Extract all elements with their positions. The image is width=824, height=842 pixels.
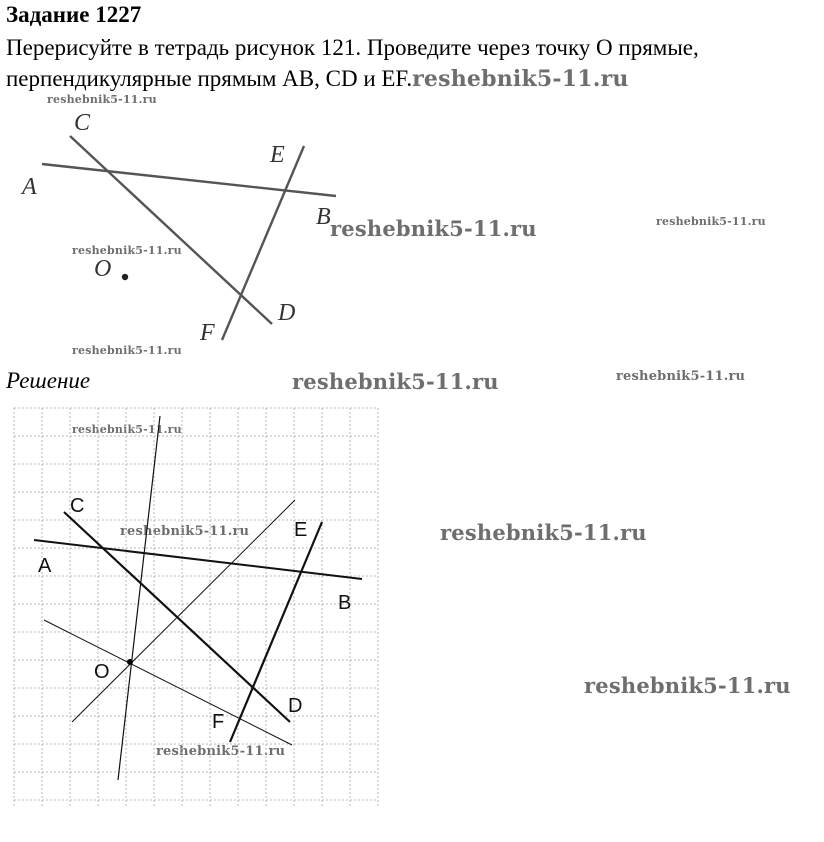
watermark-inline: reshebnik5-11.ru <box>412 66 629 92</box>
point-o-solution <box>127 659 133 665</box>
watermark: reshebnik5-11.ru <box>656 215 766 228</box>
label-b-solution: B <box>338 592 352 614</box>
label-o-solution: O <box>94 661 110 683</box>
label-o: O <box>94 256 112 282</box>
task-title: Задание 1227 <box>6 2 142 27</box>
label-e-solution: E <box>294 519 308 541</box>
watermark: reshebnik5-11.ru <box>616 369 746 384</box>
label-d-solution: D <box>288 695 303 717</box>
point-o <box>122 274 128 280</box>
watermark: reshebnik5-11.ru <box>47 93 157 106</box>
label-c: C <box>74 110 91 136</box>
label-f-solution: F <box>212 711 225 733</box>
grid-paper <box>14 408 378 806</box>
solution-heading: Решение <box>6 368 91 393</box>
label-a-solution: A <box>38 555 52 577</box>
watermark: reshebnik5-11.ru <box>330 216 537 241</box>
perpendicular-to-cd <box>72 500 295 722</box>
watermark: reshebnik5-11.ru <box>72 344 182 357</box>
label-f: F <box>200 320 215 346</box>
watermark: reshebnik5-11.ru <box>120 524 250 539</box>
solution-figure <box>34 416 362 780</box>
label-b: B <box>316 204 331 230</box>
watermark: reshebnik5-11.ru <box>72 244 182 257</box>
watermark: reshebnik5-11.ru <box>72 423 182 436</box>
label-a: A <box>22 174 37 200</box>
watermark: reshebnik5-11.ru <box>292 369 499 394</box>
line-ab <box>42 164 336 196</box>
task-text: Перерисуйте в тетрадь рисунок 121. Проведите через точку О прямые, перпендикулярные прямым AB, CD и EF. <box>6 35 699 91</box>
label-d: D <box>278 300 296 326</box>
watermark: reshebnik5-11.ru <box>156 744 286 759</box>
watermark: reshebnik5-11.ru <box>584 673 791 698</box>
label-c-solution: C <box>70 495 85 517</box>
label-e: E <box>270 142 285 168</box>
watermark: reshebnik5-11.ru <box>440 520 647 545</box>
